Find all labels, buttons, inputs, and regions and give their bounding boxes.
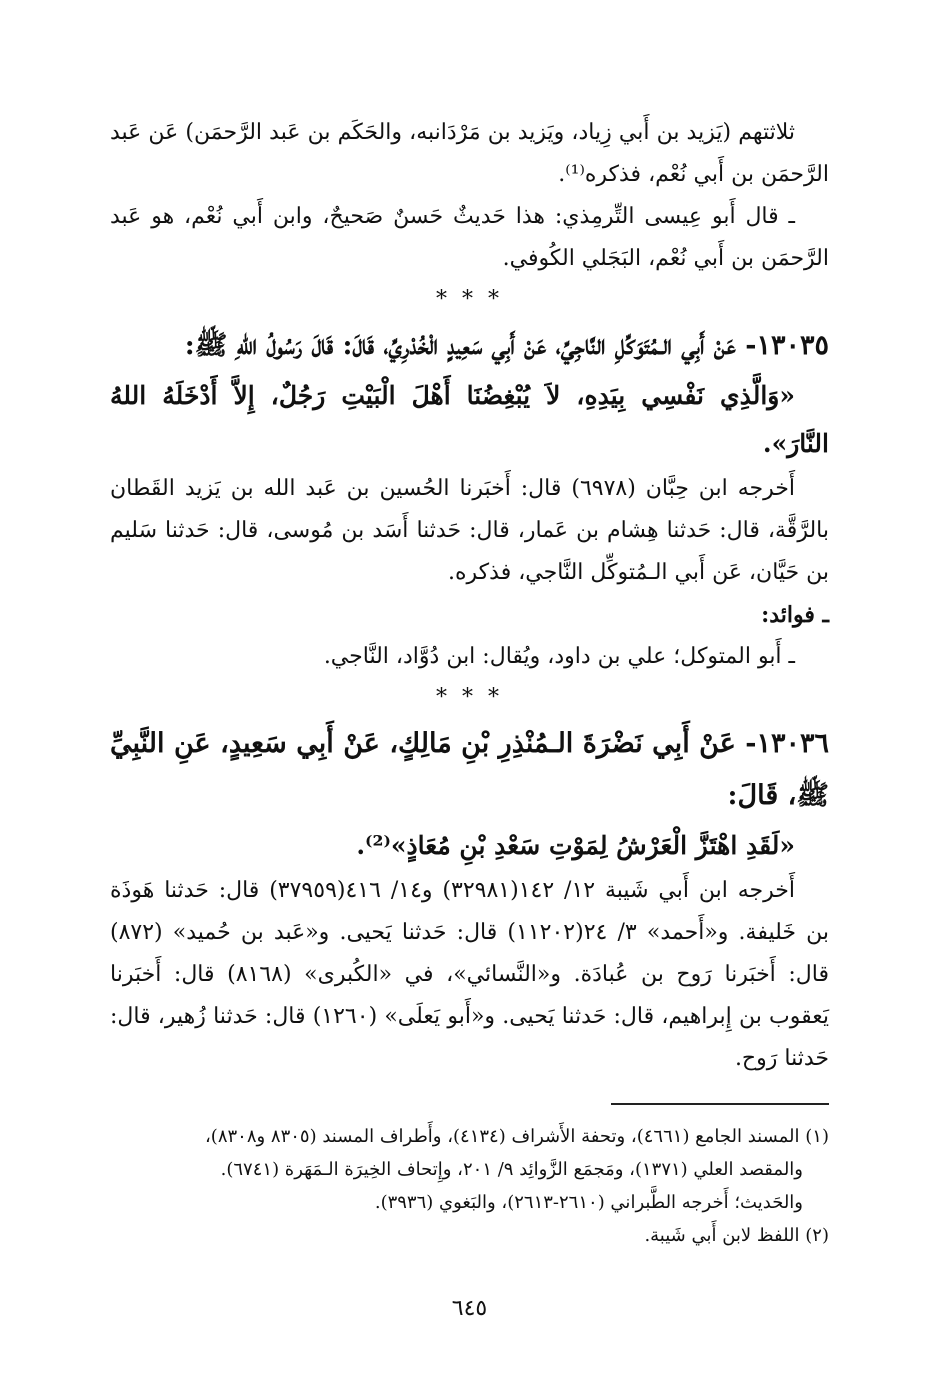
- footnotes: [90, 1120, 829, 1252]
- paragraph-ibn-hibban: أَخرجه ابن حِبَّان (٦٩٧٨) قال: أَخبَرنا الحُسين بن عَبد الله بن يَزيد القَطان بالرَّقَّة، قال: حَدثنا هِشام بن عَمار، قال: حَدثنا أَسَد بن مُوسى، قال: حَدثنا سَليم بن حَيَّان، عَن أَبي الـمُتوكِّل النَّاجي، فذكره.: [110, 476, 829, 585]
- hadith-13035-heading: ١٣٠٣٥- عَنْ أَبِي الـمُتَوَكِّلِ النَّاجِيِّ، عَنْ أَبِي سَعِيدٍ الْخُدْرِيِّ، قَالَ: قَالَ رَسُولُ اللهِ ﷺ:: [184, 330, 829, 361]
- footnote-divider: [611, 1103, 829, 1105]
- paragraph-takhrij: أَخرجه ابن أَبي شَيبة ١٢/ ١٤٢(٣٢٩٨١) و١٤/ ٤١٦(٣٧٩٥٩) قال: حَدثنا هَوذَة بن خَليفة. و«أَحمد» ٣/ ٢٤(١١٢٠٢) قال: حَدثنا يَحيى. و«عَبد بن حُميد» (٨٧٢) قال: أَخبَرنا رَوح بن عُبادَة. و«النَّسائي»، في «الكُبرى» (٨١٦٨) قال: أَخبَرنا يَعقوب بن إِبراهيم، قال: حَدثنا يَحيى. و«أَبو يَعلَى» (١٢٦٠) قال: حَدثنا زُهير، قال: حَدثنا رَوح.: [110, 878, 830, 1071]
- hadith-13035-text: «وَالَّذِي نَفْسِي بِيَدِهِ، لاَ يُبْغِضُنَا أَهْلَ الْبَيْتِ رَجُلٌ، إِلاَّ أَدْخَلَهُ اللهُ النَّارَ».: [110, 381, 829, 458]
- footnote-1: (١) المسند الجامع (٤٦٦١)، وتحفة الأَشراف (٤١٣٤)، وأَطراف المسند (٨٣٠٥ و٨٣٠٨)،: [204, 1126, 829, 1147]
- section-separator: * * *: [436, 685, 503, 710]
- paragraph-tirmidhi-comment: ـ قال أَبو عِيسى التِّرمِذي: هذا حَديثٌ حَسنٌ صَحيحٌ، وابن أَبي نُعْم، هو عَبد الرَّحمَن بن أَبي نُعْم، البَجَلي الكُوفي.: [110, 204, 829, 271]
- footnote-1-cont: والمقصد العلي (١٣٧١)، ومَجمَع الزَّوائِد ٩/ ٢٠١، وإِتحاف الخِيرَة الـمَهَرة (٦٧٤١).: [220, 1159, 803, 1180]
- fawaid-label: ـ فوائد:: [761, 602, 829, 628]
- hadith-13036-heading: ١٣٠٣٦- عَنْ أَبِي نَضْرَةَ الـمُنْذِرِ بْنِ مَالِكٍ، عَنْ أَبِي سَعِيدٍ، عَنِ النَّبِيِّ ﷺ، قَالَ:: [110, 728, 829, 811]
- hadith-13036-text: «لَقَدِ اهْتَزَّ الْعَرْشُ لِمَوْتِ سَعْدِ بْنِ مُعَاذٍ»⁽²⁾.: [356, 831, 795, 860]
- paragraph-abu-mutawakkil: ـ أَبو المتوكل؛ علي بن داود، ويُقال: ابن دُوَّاد، النَّاجي.: [323, 644, 795, 669]
- page-number: ٦٤٥: [451, 1296, 488, 1321]
- main-text: [110, 112, 829, 1080]
- footnote-2: (٢) اللفظ لابن أَبي شَيبة.: [644, 1225, 829, 1246]
- paragraph-narrators: ثلاثتهم (يَزيد بن أَبي زِياد، ويَزيد بن مَرْدَانبه، والحَكَم بن عَبد الرَّحمَن) عَن عَبد الرَّحمَن بن أَبي نُعْم، فذكره⁽¹⁾.: [110, 120, 829, 187]
- footnote-1-cont: والحَديث؛ أَخرجه الطَّبراني (٢٦١٠-٢٦١٣)، والبَغوي (٣٩٣٦).: [374, 1192, 803, 1213]
- section-separator: * * *: [436, 287, 503, 312]
